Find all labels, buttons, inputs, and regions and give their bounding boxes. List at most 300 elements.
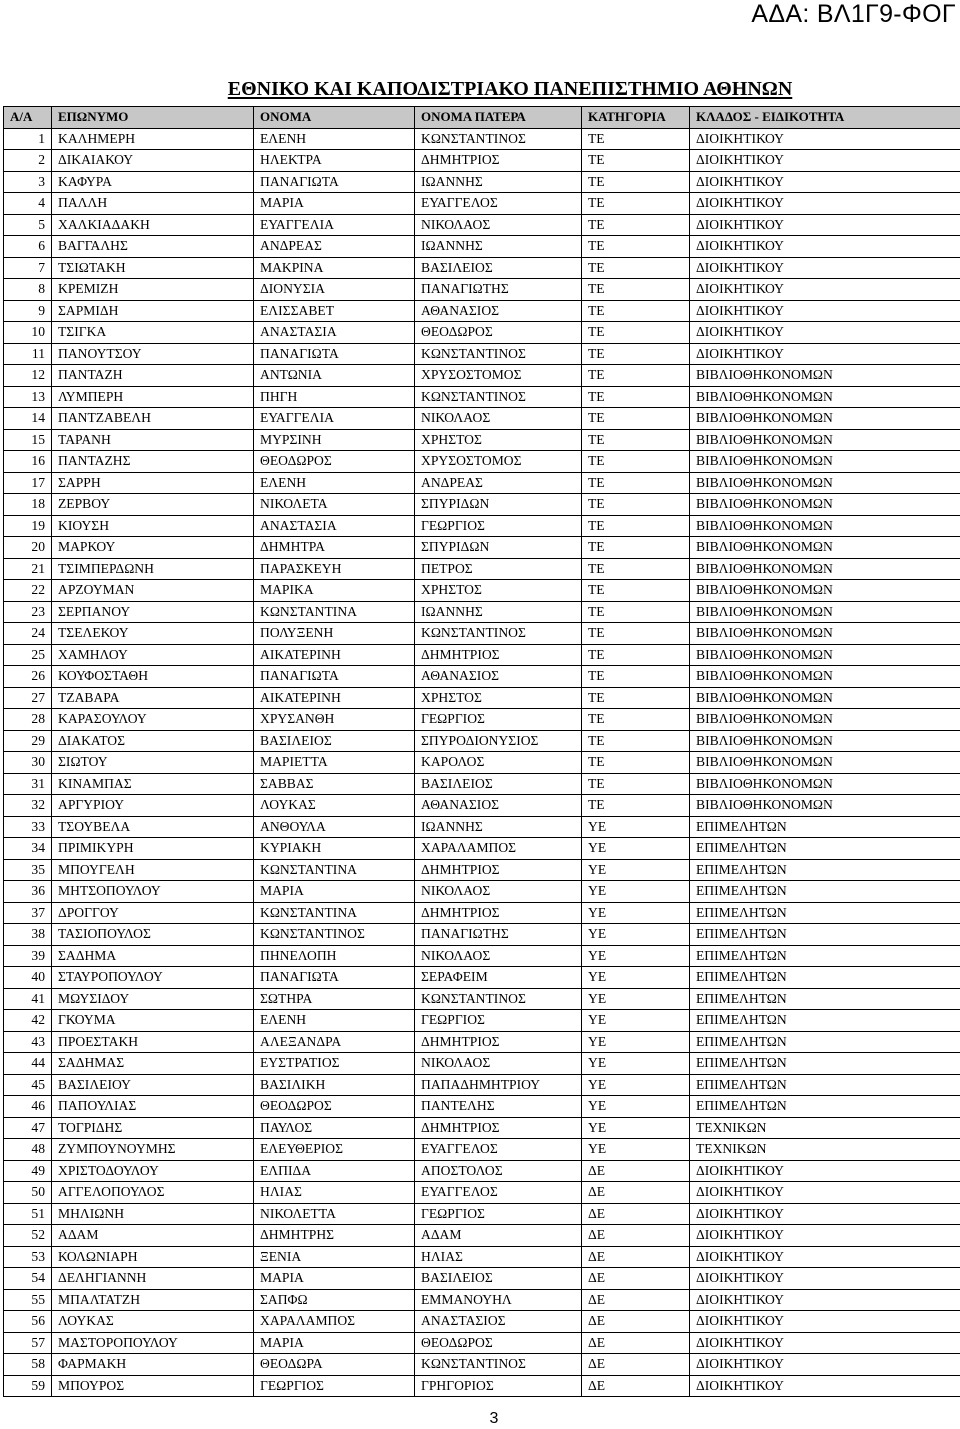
cell-aa: 2	[4, 150, 52, 172]
table-row	[4, 967, 960, 989]
table-row	[4, 709, 960, 731]
cell-father-name: ΚΩΝΣΤΑΝΤΙΝΟΣ	[415, 1354, 582, 1376]
cell-category: ΤΕ	[582, 558, 690, 580]
cell-category: ΤΕ	[582, 623, 690, 645]
cell-surname: ΣΑΔΗΜΑΣ	[52, 1053, 254, 1075]
cell-surname: ΚΟΛΩΝΙΑΡΗ	[52, 1246, 254, 1268]
cell-branch: ΔΙΟΙΚΗΤΙΚΟΥ	[690, 1203, 960, 1225]
table-row	[4, 279, 960, 301]
cell-surname: ΤΣΙΓΚΑ	[52, 322, 254, 344]
cell-branch: ΒΙΒΛΙΟΘΗΚΟΝΟΜΩΝ	[690, 773, 960, 795]
cell-name: ΑΙΚΑΤΕΡΙΝΗ	[254, 687, 415, 709]
cell-aa: 6	[4, 236, 52, 258]
table-row	[4, 171, 960, 193]
cell-surname: ΜΗΛΙΩΝΗ	[52, 1203, 254, 1225]
cell-branch: ΒΙΒΛΙΟΘΗΚΟΝΟΜΩΝ	[690, 666, 960, 688]
cell-surname: ΚΑΦΥΡΑ	[52, 171, 254, 193]
cell-father-name: ΒΑΣΙΛΕΙΟΣ	[415, 1268, 582, 1290]
cell-surname: ΠΑΝΤΑΖΗ	[52, 365, 254, 387]
table-row	[4, 343, 960, 365]
cell-father-name: ΚΩΝΣΤΑΝΤΙΝΟΣ	[415, 988, 582, 1010]
table-row	[4, 795, 960, 817]
cell-category: ΤΕ	[582, 644, 690, 666]
cell-branch: ΕΠΙΜΕΛΗΤΩΝ	[690, 1096, 960, 1118]
cell-aa: 46	[4, 1096, 52, 1118]
cell-surname: ΜΠΟΥΓΕΛΗ	[52, 859, 254, 881]
cell-name: ΚΩΝΣΤΑΝΤΙΝΑ	[254, 859, 415, 881]
cell-aa: 56	[4, 1311, 52, 1333]
cell-aa: 8	[4, 279, 52, 301]
table-row	[4, 300, 960, 322]
cell-surname: ΑΡΓΥΡΙΟΥ	[52, 795, 254, 817]
cell-surname: ΣΑΡΜΙΔΗ	[52, 300, 254, 322]
cell-father-name: ΑΝΑΣΤΑΣΙΟΣ	[415, 1311, 582, 1333]
cell-surname: ΚΟΥΦΟΣΤΑΘΗ	[52, 666, 254, 688]
cell-branch: ΒΙΒΛΙΟΘΗΚΟΝΟΜΩΝ	[690, 408, 960, 430]
cell-branch: ΔΙΟΙΚΗΤΙΚΟΥ	[690, 322, 960, 344]
header-cell-father-name: ΟΝΟΜΑ ΠΑΤΕΡΑ	[415, 107, 582, 129]
cell-father-name: ΣΠΥΡΟΔΙΟΝΥΣΙΟΣ	[415, 730, 582, 752]
cell-name: ΝΙΚΟΛΕΤΤΑ	[254, 1203, 415, 1225]
cell-aa: 22	[4, 580, 52, 602]
cell-category: ΤΕ	[582, 150, 690, 172]
cell-name: ΜΑΡΙΑ	[254, 193, 415, 215]
table-row	[4, 322, 960, 344]
cell-name: ΣΑΠΦΩ	[254, 1289, 415, 1311]
cell-name: ΘΕΟΔΩΡΟΣ	[254, 1096, 415, 1118]
cell-name: ΠΑΝΑΓΙΩΤΑ	[254, 171, 415, 193]
cell-father-name: ΝΙΚΟΛΑΟΣ	[415, 408, 582, 430]
cell-name: ΞΕΝΙΑ	[254, 1246, 415, 1268]
cell-aa: 32	[4, 795, 52, 817]
table-row	[4, 386, 960, 408]
cell-aa: 16	[4, 451, 52, 473]
cell-surname: ΠΑΠΟΥΛΙΑΣ	[52, 1096, 254, 1118]
cell-surname: ΣΕΡΠΑΝΟΥ	[52, 601, 254, 623]
cell-branch: ΕΠΙΜΕΛΗΤΩΝ	[690, 881, 960, 903]
table-row	[4, 687, 960, 709]
cell-branch: ΔΙΟΙΚΗΤΙΚΟΥ	[690, 128, 960, 150]
table-row	[4, 1139, 960, 1161]
cell-father-name: ΣΕΡΑΦΕΙΜ	[415, 967, 582, 989]
table-row	[4, 193, 960, 215]
cell-branch: ΔΙΟΙΚΗΤΙΚΟΥ	[690, 1182, 960, 1204]
cell-name: ΠΗΝΕΛΟΠΗ	[254, 945, 415, 967]
cell-surname: ΣΑΡΡΗ	[52, 472, 254, 494]
cell-father-name: ΓΕΩΡΓΙΟΣ	[415, 1010, 582, 1032]
table-row	[4, 1332, 960, 1354]
cell-category: ΤΕ	[582, 709, 690, 731]
cell-aa: 43	[4, 1031, 52, 1053]
cell-name: ΘΕΟΔΩΡΟΣ	[254, 451, 415, 473]
table-row	[4, 408, 960, 430]
cell-father-name: ΔΗΜΗΤΡΙΟΣ	[415, 150, 582, 172]
cell-name: ΜΑΡΙΑ	[254, 881, 415, 903]
cell-branch: ΕΠΙΜΕΛΗΤΩΝ	[690, 816, 960, 838]
cell-surname: ΣΑΔΗΜΑ	[52, 945, 254, 967]
cell-branch: ΔΙΟΙΚΗΤΙΚΟΥ	[690, 1289, 960, 1311]
cell-category: ΤΕ	[582, 171, 690, 193]
cell-father-name: ΕΥΑΓΓΕΛΟΣ	[415, 1139, 582, 1161]
table-row	[4, 623, 960, 645]
cell-name: ΑΝΑΣΤΑΣΙΑ	[254, 322, 415, 344]
table-row	[4, 1311, 960, 1333]
cell-branch: ΔΙΟΙΚΗΤΙΚΟΥ	[690, 1332, 960, 1354]
cell-category: ΤΕ	[582, 214, 690, 236]
cell-category: ΥΕ	[582, 1031, 690, 1053]
cell-branch: ΤΕΧΝΙΚΩΝ	[690, 1139, 960, 1161]
cell-aa: 53	[4, 1246, 52, 1268]
cell-category: ΤΕ	[582, 386, 690, 408]
cell-name: ΑΝΘΟΥΛΑ	[254, 816, 415, 838]
table-row	[4, 1074, 960, 1096]
cell-aa: 9	[4, 300, 52, 322]
cell-name: ΚΩΝΣΤΑΝΤΙΝΟΣ	[254, 924, 415, 946]
cell-branch: ΕΠΙΜΕΛΗΤΩΝ	[690, 1010, 960, 1032]
cell-name: ΜΑΡΙΑ	[254, 1332, 415, 1354]
cell-category: ΤΕ	[582, 128, 690, 150]
cell-branch: ΔΙΟΙΚΗΤΙΚΟΥ	[690, 193, 960, 215]
cell-aa: 59	[4, 1375, 52, 1397]
table-row	[4, 429, 960, 451]
cell-name: ΕΛΠΙΔΑ	[254, 1160, 415, 1182]
cell-father-name: ΚΩΝΣΤΑΝΤΙΝΟΣ	[415, 128, 582, 150]
table-row	[4, 515, 960, 537]
cell-surname: ΚΙΟΥΣΗ	[52, 515, 254, 537]
cell-surname: ΠΑΝΟΥΤΣΟΥ	[52, 343, 254, 365]
cell-category: ΥΕ	[582, 1117, 690, 1139]
cell-surname: ΠΑΝΤΖΑΒΕΛΗ	[52, 408, 254, 430]
cell-aa: 54	[4, 1268, 52, 1290]
cell-surname: ΠΑΝΤΑΖΗΣ	[52, 451, 254, 473]
cell-aa: 49	[4, 1160, 52, 1182]
cell-category: ΤΕ	[582, 451, 690, 473]
cell-category: ΤΕ	[582, 795, 690, 817]
cell-aa: 44	[4, 1053, 52, 1075]
cell-surname: ΜΑΡΚΟΥ	[52, 537, 254, 559]
table-row	[4, 1289, 960, 1311]
cell-name: ΠΑΝΑΓΙΩΤΑ	[254, 666, 415, 688]
cell-aa: 10	[4, 322, 52, 344]
cell-surname: ΚΡΕΜΙΖΗ	[52, 279, 254, 301]
cell-aa: 29	[4, 730, 52, 752]
table-row	[4, 1117, 960, 1139]
cell-aa: 15	[4, 429, 52, 451]
cell-surname: ΚΑΡΑΣΟΥΛΟΥ	[52, 709, 254, 731]
cell-aa: 36	[4, 881, 52, 903]
cell-aa: 3	[4, 171, 52, 193]
cell-category: ΤΕ	[582, 730, 690, 752]
cell-name: ΜΥΡΣΙΝΗ	[254, 429, 415, 451]
cell-category: ΤΕ	[582, 193, 690, 215]
table-row	[4, 128, 960, 150]
cell-name: ΠΑΝΑΓΙΩΤΑ	[254, 343, 415, 365]
header-cell-name: ΟΝΟΜΑ	[254, 107, 415, 129]
cell-father-name: ΚΩΝΣΤΑΝΤΙΝΟΣ	[415, 623, 582, 645]
cell-aa: 39	[4, 945, 52, 967]
cell-father-name: ΑΔΑΜ	[415, 1225, 582, 1247]
cell-category: ΥΕ	[582, 1096, 690, 1118]
cell-category: ΤΕ	[582, 580, 690, 602]
header-cell-branch: ΚΛΑΔΟΣ - ΕΙΔΙΚΟΤΗΤΑ	[690, 107, 960, 129]
cell-aa: 4	[4, 193, 52, 215]
table-row	[4, 988, 960, 1010]
table-row	[4, 1375, 960, 1397]
cell-branch: ΔΙΟΙΚΗΤΙΚΟΥ	[690, 343, 960, 365]
cell-category: ΤΕ	[582, 666, 690, 688]
table-row	[4, 859, 960, 881]
cell-surname: ΛΟΥΚΑΣ	[52, 1311, 254, 1333]
cell-surname: ΧΑΜΗΛΟΥ	[52, 644, 254, 666]
cell-surname: ΜΑΣΤΟΡΟΠΟΥΛΟΥ	[52, 1332, 254, 1354]
cell-branch: ΕΠΙΜΕΛΗΤΩΝ	[690, 967, 960, 989]
cell-branch: ΔΙΟΙΚΗΤΙΚΟΥ	[690, 279, 960, 301]
cell-surname: ΓΚΟΥΜΑ	[52, 1010, 254, 1032]
table-row	[4, 945, 960, 967]
cell-aa: 57	[4, 1332, 52, 1354]
cell-name: ΕΥΑΓΓΕΛΙΑ	[254, 408, 415, 430]
cell-category: ΥΕ	[582, 816, 690, 838]
cell-aa: 42	[4, 1010, 52, 1032]
cell-aa: 14	[4, 408, 52, 430]
cell-name: ΔΗΜΗΤΡΑ	[254, 537, 415, 559]
cell-father-name: ΕΜΜΑΝΟΥΗΛ	[415, 1289, 582, 1311]
cell-branch: ΒΙΒΛΙΟΘΗΚΟΝΟΜΩΝ	[690, 365, 960, 387]
cell-name: ΕΛΕΝΗ	[254, 472, 415, 494]
cell-category: ΤΕ	[582, 601, 690, 623]
table-row	[4, 601, 960, 623]
cell-father-name: ΔΗΜΗΤΡΙΟΣ	[415, 1031, 582, 1053]
cell-branch: ΒΙΒΛΙΟΘΗΚΟΝΟΜΩΝ	[690, 795, 960, 817]
table-row	[4, 214, 960, 236]
cell-name: ΑΝΔΡΕΑΣ	[254, 236, 415, 258]
cell-category: ΔΕ	[582, 1289, 690, 1311]
cell-name: ΧΡΥΣΑΝΘΗ	[254, 709, 415, 731]
cell-father-name: ΙΩΑΝΝΗΣ	[415, 236, 582, 258]
cell-name: ΣΑΒΒΑΣ	[254, 773, 415, 795]
cell-name: ΠΑΡΑΣΚΕΥΗ	[254, 558, 415, 580]
cell-name: ΓΕΩΡΓΙΟΣ	[254, 1375, 415, 1397]
cell-aa: 50	[4, 1182, 52, 1204]
cell-aa: 21	[4, 558, 52, 580]
cell-name: ΕΛΕΝΗ	[254, 128, 415, 150]
table-row	[4, 924, 960, 946]
cell-name: ΚΥΡΙΑΚΗ	[254, 838, 415, 860]
cell-category: ΔΕ	[582, 1311, 690, 1333]
cell-branch: ΒΙΒΛΙΟΘΗΚΟΝΟΜΩΝ	[690, 580, 960, 602]
cell-aa: 23	[4, 601, 52, 623]
cell-branch: ΔΙΟΙΚΗΤΙΚΟΥ	[690, 1160, 960, 1182]
cell-father-name: ΔΗΜΗΤΡΙΟΣ	[415, 644, 582, 666]
cell-father-name: ΘΕΟΔΩΡΟΣ	[415, 1332, 582, 1354]
table-row	[4, 472, 960, 494]
cell-aa: 25	[4, 644, 52, 666]
cell-category: ΔΕ	[582, 1375, 690, 1397]
cell-aa: 40	[4, 967, 52, 989]
cell-father-name: ΙΩΑΝΝΗΣ	[415, 171, 582, 193]
cell-surname: ΤΑΡΑΝΗ	[52, 429, 254, 451]
cell-name: ΚΩΝΣΤΑΝΤΙΝΑ	[254, 902, 415, 924]
cell-surname: ΠΡΟΕΣΤΑΚΗ	[52, 1031, 254, 1053]
cell-category: ΥΕ	[582, 859, 690, 881]
cell-branch: ΤΕΧΝΙΚΩΝ	[690, 1117, 960, 1139]
cell-branch: ΔΙΟΙΚΗΤΙΚΟΥ	[690, 1375, 960, 1397]
cell-branch: ΒΙΒΛΙΟΘΗΚΟΝΟΜΩΝ	[690, 472, 960, 494]
cell-surname: ΔΕΛΗΓΙΑΝΝΗ	[52, 1268, 254, 1290]
cell-branch: ΒΙΒΛΙΟΘΗΚΟΝΟΜΩΝ	[690, 644, 960, 666]
cell-branch: ΕΠΙΜΕΛΗΤΩΝ	[690, 1053, 960, 1075]
cell-category: ΔΕ	[582, 1246, 690, 1268]
cell-name: ΑΙΚΑΤΕΡΙΝΗ	[254, 644, 415, 666]
cell-father-name: ΚΑΡΟΛΟΣ	[415, 752, 582, 774]
document-title: ΕΘΝΙΚΟ ΚΑΙ ΚΑΠΟΔΙΣΤΡΙΑΚΟ ΠΑΝΕΠΙΣΤΗΜΙΟ ΑΘΗΝΩΝ	[227, 78, 793, 100]
cell-name: ΕΥΣΤΡΑΤΙΟΣ	[254, 1053, 415, 1075]
cell-surname: ΣΤΑΥΡΟΠΟΥΛΟΥ	[52, 967, 254, 989]
cell-branch: ΒΙΒΛΙΟΘΗΚΟΝΟΜΩΝ	[690, 386, 960, 408]
cell-father-name: ΔΗΜΗΤΡΙΟΣ	[415, 859, 582, 881]
table-row	[4, 1053, 960, 1075]
cell-branch: ΕΠΙΜΕΛΗΤΩΝ	[690, 838, 960, 860]
staff-table	[3, 106, 960, 1397]
cell-category: ΤΕ	[582, 494, 690, 516]
cell-category: ΤΕ	[582, 687, 690, 709]
cell-father-name: ΧΡΗΣΤΟΣ	[415, 429, 582, 451]
cell-father-name: ΑΘΑΝΑΣΙΟΣ	[415, 300, 582, 322]
cell-surname: ΖΕΡΒΟΥ	[52, 494, 254, 516]
cell-branch: ΔΙΟΙΚΗΤΙΚΟΥ	[690, 236, 960, 258]
cell-father-name: ΧΡΗΣΤΟΣ	[415, 580, 582, 602]
cell-branch: ΒΙΒΛΙΟΘΗΚΟΝΟΜΩΝ	[690, 623, 960, 645]
cell-surname: ΒΑΣΙΛΕΙΟΥ	[52, 1074, 254, 1096]
cell-aa: 26	[4, 666, 52, 688]
cell-name: ΗΛΙΑΣ	[254, 1182, 415, 1204]
cell-branch: ΔΙΟΙΚΗΤΙΚΟΥ	[690, 1225, 960, 1247]
cell-name: ΠΟΛΥΞΕΝΗ	[254, 623, 415, 645]
cell-aa: 13	[4, 386, 52, 408]
cell-surname: ΤΑΣΙΟΠΟΥΛΟΣ	[52, 924, 254, 946]
table-row	[4, 365, 960, 387]
table-row	[4, 1010, 960, 1032]
cell-father-name: ΧΑΡΑΛΑΜΠΟΣ	[415, 838, 582, 860]
cell-category: ΤΕ	[582, 752, 690, 774]
cell-aa: 17	[4, 472, 52, 494]
table-row	[4, 558, 960, 580]
cell-aa: 48	[4, 1139, 52, 1161]
cell-branch: ΔΙΟΙΚΗΤΙΚΟΥ	[690, 300, 960, 322]
cell-branch: ΔΙΟΙΚΗΤΙΚΟΥ	[690, 1354, 960, 1376]
cell-name: ΒΑΣΙΛΙΚΗ	[254, 1074, 415, 1096]
cell-category: ΔΕ	[582, 1332, 690, 1354]
table-row	[4, 150, 960, 172]
table-row	[4, 1160, 960, 1182]
cell-category: ΤΕ	[582, 515, 690, 537]
cell-father-name: ΠΑΝΤΕΛΗΣ	[415, 1096, 582, 1118]
cell-branch: ΒΙΒΛΙΟΘΗΚΟΝΟΜΩΝ	[690, 558, 960, 580]
cell-name: ΠΑΝΑΓΙΩΤΑ	[254, 967, 415, 989]
cell-aa: 30	[4, 752, 52, 774]
cell-father-name: ΠΑΠΑΔΗΜΗΤΡΙΟΥ	[415, 1074, 582, 1096]
table-row	[4, 1031, 960, 1053]
table-row	[4, 752, 960, 774]
cell-branch: ΔΙΟΙΚΗΤΙΚΟΥ	[690, 257, 960, 279]
cell-surname: ΦΑΡΜΑΚΗ	[52, 1354, 254, 1376]
cell-category: ΤΕ	[582, 257, 690, 279]
cell-category: ΤΕ	[582, 472, 690, 494]
cell-branch: ΔΙΟΙΚΗΤΙΚΟΥ	[690, 1246, 960, 1268]
cell-branch: ΒΙΒΛΙΟΘΗΚΟΝΟΜΩΝ	[690, 730, 960, 752]
cell-surname: ΑΡΖΟΥΜΑΝ	[52, 580, 254, 602]
cell-branch: ΒΙΒΛΙΟΘΗΚΟΝΟΜΩΝ	[690, 752, 960, 774]
cell-name: ΚΩΝΣΤΑΝΤΙΝΑ	[254, 601, 415, 623]
cell-name: ΜΑΡΙΚΑ	[254, 580, 415, 602]
cell-name: ΧΑΡΑΛΑΜΠΟΣ	[254, 1311, 415, 1333]
cell-aa: 20	[4, 537, 52, 559]
cell-category: ΔΕ	[582, 1354, 690, 1376]
cell-category: ΤΕ	[582, 429, 690, 451]
cell-surname: ΜΩΥΣΙΔΟΥ	[52, 988, 254, 1010]
cell-surname: ΑΔΑΜ	[52, 1225, 254, 1247]
cell-father-name: ΠΕΤΡΟΣ	[415, 558, 582, 580]
cell-category: ΔΕ	[582, 1225, 690, 1247]
cell-name: ΠΑΥΛΟΣ	[254, 1117, 415, 1139]
cell-name: ΒΑΣΙΛΕΙΟΣ	[254, 730, 415, 752]
cell-surname: ΔΡΟΓΓΟΥ	[52, 902, 254, 924]
cell-father-name: ΝΙΚΟΛΑΟΣ	[415, 881, 582, 903]
cell-surname: ΧΑΛΚΙΑΔΑΚΗ	[52, 214, 254, 236]
cell-name: ΕΛΕΥΘΕΡΙΟΣ	[254, 1139, 415, 1161]
cell-branch: ΕΠΙΜΕΛΗΤΩΝ	[690, 1031, 960, 1053]
cell-aa: 1	[4, 128, 52, 150]
cell-category: ΔΕ	[582, 1182, 690, 1204]
cell-father-name: ΑΘΑΝΑΣΙΟΣ	[415, 795, 582, 817]
cell-branch: ΕΠΙΜΕΛΗΤΩΝ	[690, 988, 960, 1010]
cell-aa: 35	[4, 859, 52, 881]
cell-category: ΤΕ	[582, 408, 690, 430]
cell-father-name: ΘΕΟΔΩΡΟΣ	[415, 322, 582, 344]
cell-father-name: ΣΠΥΡΙΔΩΝ	[415, 537, 582, 559]
cell-aa: 28	[4, 709, 52, 731]
cell-name: ΜΑΡΙΕΤΤΑ	[254, 752, 415, 774]
cell-aa: 5	[4, 214, 52, 236]
cell-aa: 24	[4, 623, 52, 645]
cell-aa: 58	[4, 1354, 52, 1376]
table-row	[4, 1096, 960, 1118]
cell-surname: ΤΣΕΛΕΚΟΥ	[52, 623, 254, 645]
cell-father-name: ΠΑΝΑΓΙΩΤΗΣ	[415, 279, 582, 301]
cell-branch: ΔΙΟΙΚΗΤΙΚΟΥ	[690, 150, 960, 172]
table-header-row	[4, 107, 960, 129]
table-row	[4, 1246, 960, 1268]
cell-father-name: ΔΗΜΗΤΡΙΟΣ	[415, 1117, 582, 1139]
cell-category: ΥΕ	[582, 1010, 690, 1032]
cell-surname: ΑΓΓΕΛΟΠΟΥΛΟΣ	[52, 1182, 254, 1204]
cell-father-name: ΓΡΗΓΟΡΙΟΣ	[415, 1375, 582, 1397]
cell-category: ΥΕ	[582, 945, 690, 967]
cell-name: ΛΟΥΚΑΣ	[254, 795, 415, 817]
cell-aa: 34	[4, 838, 52, 860]
cell-surname: ΧΡΙΣΤΟΔΟΥΛΟΥ	[52, 1160, 254, 1182]
table-row	[4, 816, 960, 838]
cell-father-name: ΧΡΥΣΟΣΤΟΜΟΣ	[415, 451, 582, 473]
cell-aa: 19	[4, 515, 52, 537]
cell-branch: ΔΙΟΙΚΗΤΙΚΟΥ	[690, 214, 960, 236]
cell-branch: ΒΙΒΛΙΟΘΗΚΟΝΟΜΩΝ	[690, 687, 960, 709]
cell-name: ΕΥΑΓΓΕΛΙΑ	[254, 214, 415, 236]
cell-name: ΑΝΤΩΝΙΑ	[254, 365, 415, 387]
cell-surname: ΔΙΚΑΙΑΚΟΥ	[52, 150, 254, 172]
cell-surname: ΣΙΩΤΟΥ	[52, 752, 254, 774]
cell-father-name: ΕΥΑΓΓΕΛΟΣ	[415, 1182, 582, 1204]
